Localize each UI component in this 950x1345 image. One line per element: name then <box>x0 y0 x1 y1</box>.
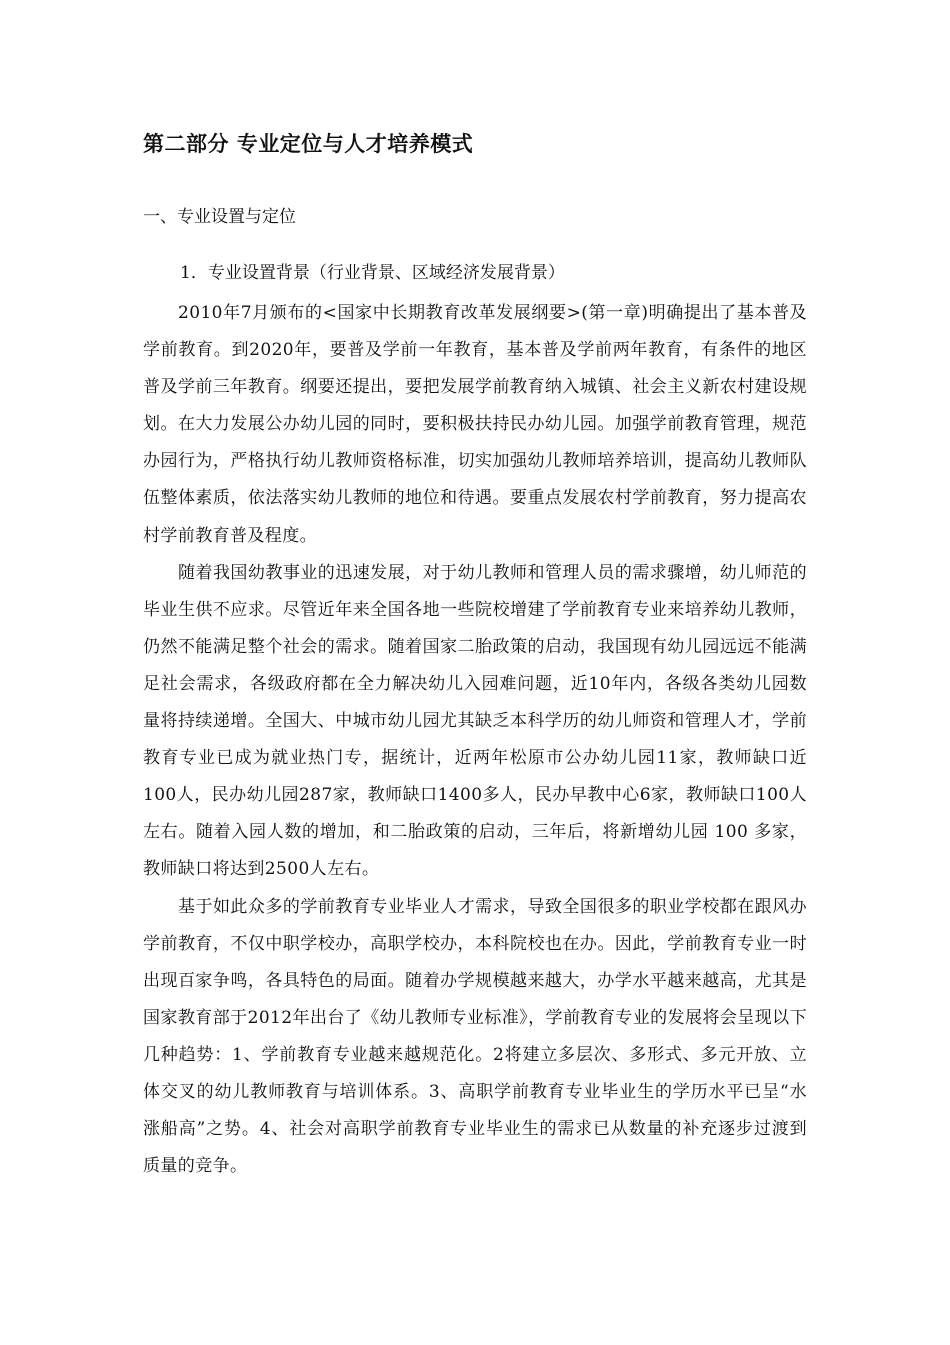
paragraph-2: 随着我国幼教事业的迅速发展，对于幼儿教师和管理人员的需求骤增，幼儿师范的毕业生供不应求。尽管近年来全国各地一些院校增建了学前教育专业来培养幼儿教师，仍然不能满足整个社会的需求。随着国家二胎政策的启动，我国现有幼儿园远远不能满足社会需求，各级政府都在全力解决幼儿入园难问题，近10年内，各级各类幼儿园数量将持续递增。全国大、中城市幼儿园尤其缺乏本科学历的幼儿师资和管理人才，学前教育专业已成为就业热门专，据统计，近两年松原市公办幼儿园11家，教师缺口近100人，民办幼儿园287家，教师缺口1400多人，民办早教中心6家，教师缺口100人左右。随着入园人数的增加，和二胎政策的启动，三年后，将新增幼儿园 100 多家，教师缺口将达到2500人左右。 <box>143 562 807 880</box>
paragraph-1: 2010年7月颁布的<国家中长期教育改革发展纲要>(第一章)明确提出了基本普及学前教育。到2020年，要普及学前一年教育，基本普及学前两年教育，有条件的地区普及学前三年教育。纲要还提出，要把发展学前教育纳入城镇、社会主义新农村建设规划。在大力发展公办幼儿园的同时，要积极扶持民办幼儿园。加强学前教育管理，规范办园行为，严格执行幼儿教师资格标准，切实加强幼儿教师培养培训，提高幼儿教师队伍整体素质，依法落实幼儿教师的地位和待遇。要重点发展农村学前教育，努力提高农村学前教育普及程度。 <box>143 303 807 546</box>
section-heading: 一、专业设置与定位 <box>143 207 296 227</box>
document-title: 第二部分 专业定位与人才培养模式 <box>143 132 474 156</box>
document-content <box>143 122 807 1185</box>
subsection-heading: 1．专业设置背景（行业背景、区域经济发展背景） <box>180 263 565 283</box>
paragraph-3: 基于如此众多的学前教育专业毕业人才需求，导致全国很多的职业学校都在跟风办学前教育，不仅中职学校办，高职学校办，本科院校也在办。因此，学前教育专业一时出现百家争鸣，各具特色的局面。随着办学规模越来越大，办学水平越来越高，尤其是国家教育部于2012年出台了《幼儿教师专业标准》，学前教育专业的发展将会呈现以下几种趋势：1、学前教育专业越来越规范化。2将建立多层次、多形式、多元开放、立体交叉的幼儿教师教育与培训体系。3、高职学前教育专业毕业生的学历水平已呈“水涨船高”之势。4、社会对高职学前教育专业毕业生的需求已从数量的补充逐步过渡到质量的竞争。 <box>143 896 807 1177</box>
